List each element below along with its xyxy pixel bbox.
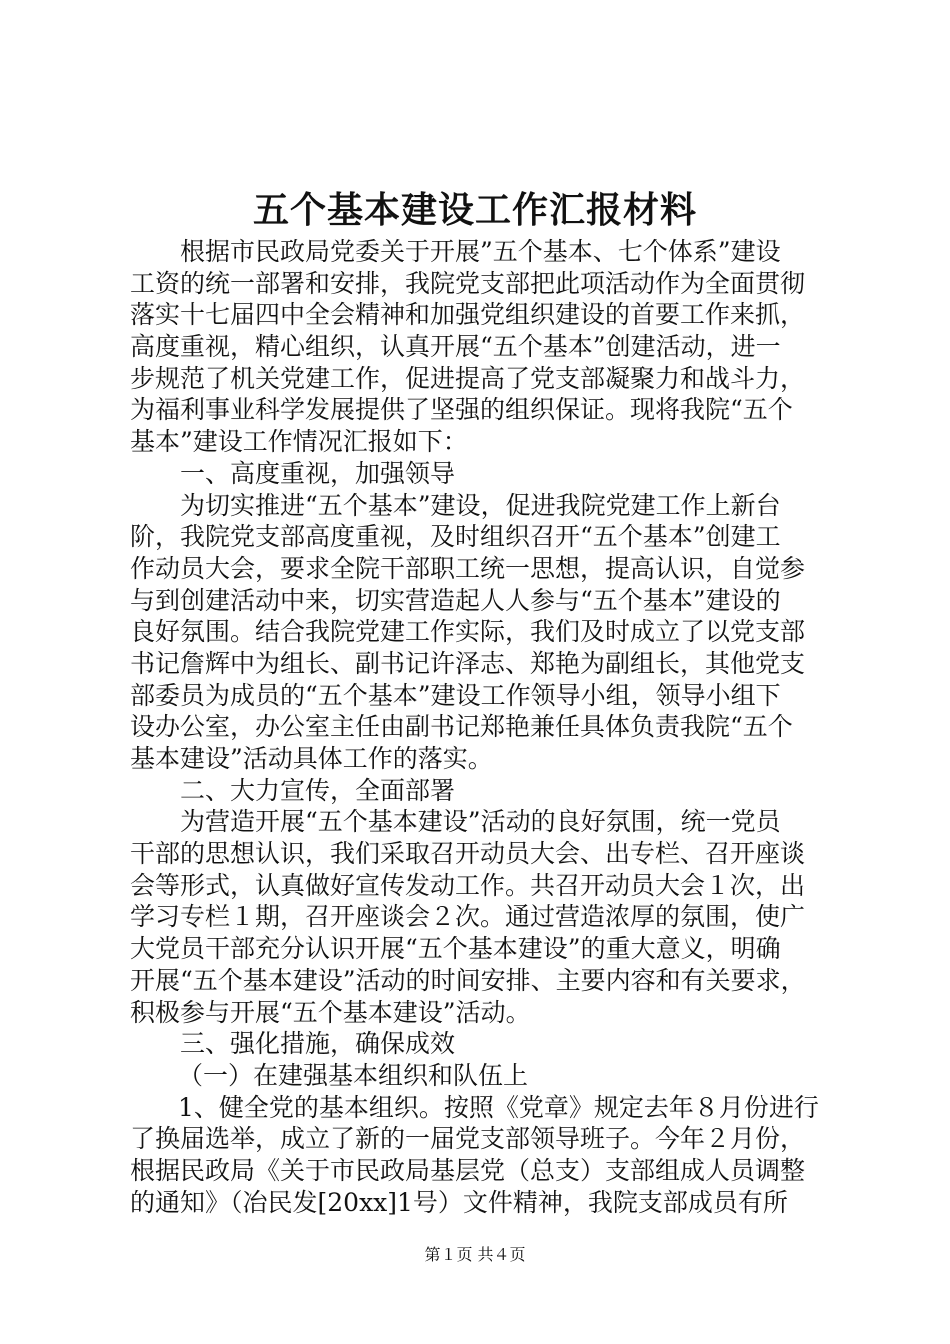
text-line: 会等形式，认真做好宣传发动工作。共召开动员大会１次，出 bbox=[130, 870, 806, 900]
section-heading: 一、高度重视，加强领导 bbox=[180, 458, 456, 488]
text-line: 为福利事业科学发展提供了坚强的组织保证。现将我院“五个 bbox=[130, 395, 793, 425]
text-line: 根据市民政局党委关于开展”五个基本、七个体系”建设 bbox=[180, 237, 781, 266]
text-line: 落实十七届四中全会精神和加强党组织建设的首要工作来抓， bbox=[130, 300, 806, 330]
text-line: 基本建设”活动具体工作的落实。 bbox=[130, 744, 493, 773]
text-line: 为营造开展“五个基本建设”活动的良好氛围，统一党员 bbox=[180, 807, 781, 837]
text-line: 为切实推进“五个基本”建设，促进我院党建工作上新台 bbox=[180, 490, 781, 520]
text-line: 干部的思想认识，我们采取召开动员大会、出专栏、召开座谈 bbox=[130, 839, 806, 869]
text-line: 阶，我院党支部高度重视，及时组织召开“五个基本”创建工 bbox=[130, 522, 781, 552]
text-line: 良好氛围。结合我院党建工作实际，我们及时成立了以党支部 bbox=[130, 617, 806, 647]
section-heading: 二、大力宣传，全面部署 bbox=[180, 775, 456, 805]
text-line: 工资的统一部署和安排，我院党支部把此项活动作为全面贯彻 bbox=[130, 268, 806, 298]
text-line: 设办公室，办公室主任由副书记郑艳兼任具体负责我院“五个 bbox=[130, 712, 793, 742]
text-line: 1、健全党的基本组织。按照《党章》规定去年８月份进行 bbox=[178, 1092, 819, 1122]
text-line: 部委员为成员的“五个基本”建设工作领导小组，领导小组下 bbox=[130, 680, 781, 710]
text-line: 开展“五个基本建设”活动的时间安排、主要内容和有关要求， bbox=[130, 965, 806, 995]
text-line: 与到创建活动中来，切实营造起人人参与“五个基本”建设的 bbox=[130, 585, 781, 615]
text-line: 学习专栏１期，召开座谈会２次。通过营造浓厚的氛围，使广 bbox=[130, 902, 806, 932]
text-line: 书记詹辉中为组长、副书记许泽志、郑艳为副组长，其他党支 bbox=[130, 648, 806, 678]
text-line: 了换届选举，成立了新的一届党支部领导班子。今年２月份， bbox=[130, 1124, 806, 1154]
text-line: 的通知》（冶民发[20xx]1号）文件精神，我院支部成员有所 bbox=[130, 1187, 788, 1217]
document-body bbox=[130, 236, 830, 1218]
text-line: 根据民政局《关于市民政局基层党（总支）支部组成人员调整 bbox=[130, 1155, 806, 1185]
text-line: 大党员干部充分认识开展“五个基本建设”的重大意义，明确 bbox=[130, 934, 781, 964]
text-line: 作动员大会，要求全院干部职工统一思想，提高认识，自觉参 bbox=[130, 553, 806, 583]
text-line: 步规范了机关党建工作，促进提高了党支部凝聚力和战斗力， bbox=[130, 363, 806, 393]
subsection-heading: （一）在建强基本组织和队伍上 bbox=[178, 1060, 529, 1090]
text-line: 基本”建设工作情况汇报如下： bbox=[130, 427, 468, 457]
text-line: 积极参与开展“五个基本建设”活动。 bbox=[130, 997, 531, 1027]
page-footer: 第１页 共４页 bbox=[424, 1245, 526, 1264]
document-title: 五个基本建设工作汇报材料 bbox=[252, 189, 697, 231]
text-line: 高度重视，精心组织，认真开展“五个基本”创建活动，进一 bbox=[130, 332, 781, 362]
section-heading: 三、强化措施，确保成效 bbox=[180, 1029, 456, 1059]
